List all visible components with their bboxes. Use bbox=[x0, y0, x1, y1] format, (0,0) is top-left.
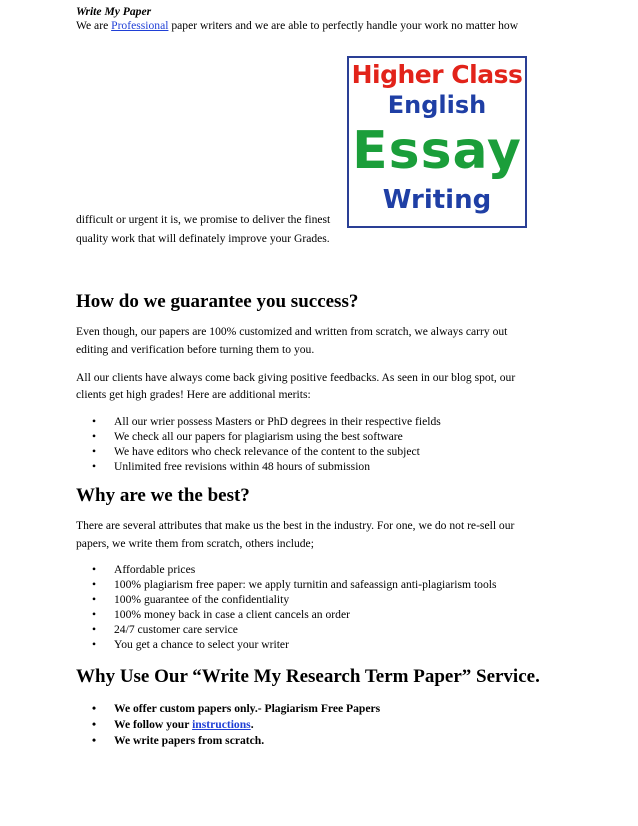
bullet-icon: • bbox=[92, 445, 97, 458]
banner-line-higher-class: Higher Class bbox=[351, 60, 523, 89]
bullet-icon: • bbox=[92, 638, 97, 651]
section-guarantee-heading: How do we guarantee you success? bbox=[76, 291, 359, 312]
banner-line-essay: Essay bbox=[352, 121, 522, 181]
instructions-link[interactable]: instructions bbox=[192, 718, 251, 731]
list-item: • 100% money back in case a client cancels an order bbox=[92, 608, 350, 621]
bullet-icon: • bbox=[92, 718, 97, 731]
section-service-heading: Why Use Our “Write My Research Term Paper” Service. bbox=[76, 666, 540, 687]
list-item: • We check all our papers for plagiarism using the best software bbox=[92, 430, 403, 443]
intro-heading: Write My Paper bbox=[76, 5, 152, 18]
banner-line-english: English bbox=[387, 91, 487, 119]
bullet-icon: • bbox=[92, 623, 97, 636]
bullet-icon: • bbox=[92, 578, 97, 591]
list-item: • 24/7 customer care service bbox=[92, 623, 238, 636]
list-item: • 100% plagiarism free paper: we apply turnitin and safeassign anti-plagiarism tools bbox=[92, 578, 497, 591]
list-item: • 100% guarantee of the confidentiality bbox=[92, 593, 290, 606]
intro-line-1-suffix: paper writers and we are able to perfectly handle your work no matter how bbox=[171, 19, 519, 32]
bullet-icon: • bbox=[92, 415, 97, 428]
list-item: • We have editors who check relevance of the content to the subject bbox=[92, 445, 420, 458]
list-item: • We write papers from scratch. bbox=[92, 734, 265, 747]
essay-writing-banner-image bbox=[347, 56, 527, 228]
bullet-icon: • bbox=[92, 460, 97, 473]
bullet-icon: • bbox=[92, 563, 97, 576]
list-item: • We follow your instructions. bbox=[92, 718, 254, 731]
intro-line-1 bbox=[76, 19, 518, 33]
section-guarantee-p2-line1: All our clients have always come back giving positive feedbacks. As seen in our blog spot, our bbox=[76, 371, 516, 384]
service-list bbox=[76, 701, 380, 749]
banner-line-writing: Writing bbox=[382, 185, 492, 215]
bullet-icon: • bbox=[92, 593, 97, 606]
bullet-icon: • bbox=[92, 734, 97, 747]
merits-list bbox=[76, 414, 441, 474]
attributes-list bbox=[76, 562, 497, 652]
section-best-heading: Why are we the best? bbox=[76, 485, 250, 506]
section-guarantee-p2-line2: clients get high grades! Here are additional merits: bbox=[76, 388, 311, 401]
intro-line-2: difficult or urgent it is, we promise to deliver the finest bbox=[76, 213, 331, 226]
list-item: • We offer custom papers only.- Plagiarism Free Papers bbox=[92, 702, 381, 715]
bullet-icon: • bbox=[92, 430, 97, 443]
section-guarantee-p1-line1: Even though, our papers are 100% customized and written from scratch, we always carry out bbox=[76, 325, 508, 338]
intro-line-1-prefix: We are bbox=[76, 19, 109, 32]
professional-link[interactable]: Professional bbox=[111, 19, 169, 32]
bullet-icon: • bbox=[92, 608, 97, 621]
section-guarantee-p1-line2: editing and verification before turning them to you. bbox=[76, 343, 315, 356]
intro-line-3: quality work that will definately improve your Grades. bbox=[76, 232, 330, 245]
list-item: • Affordable prices bbox=[92, 563, 196, 576]
list-item: • You get a chance to select your writer bbox=[92, 638, 289, 651]
bullet-icon: • bbox=[92, 702, 97, 715]
list-item: • Unlimited free revisions within 48 hours of submission bbox=[92, 460, 371, 473]
list-item: • All our wrier possess Masters or PhD degrees in their respective fields bbox=[92, 415, 441, 428]
section-best-p1-line1: There are several attributes that make us the best in the industry. For one, we do not re-sell our bbox=[76, 519, 515, 532]
section-best-p1-line2: papers, we write them from scratch, others include; bbox=[76, 537, 314, 550]
